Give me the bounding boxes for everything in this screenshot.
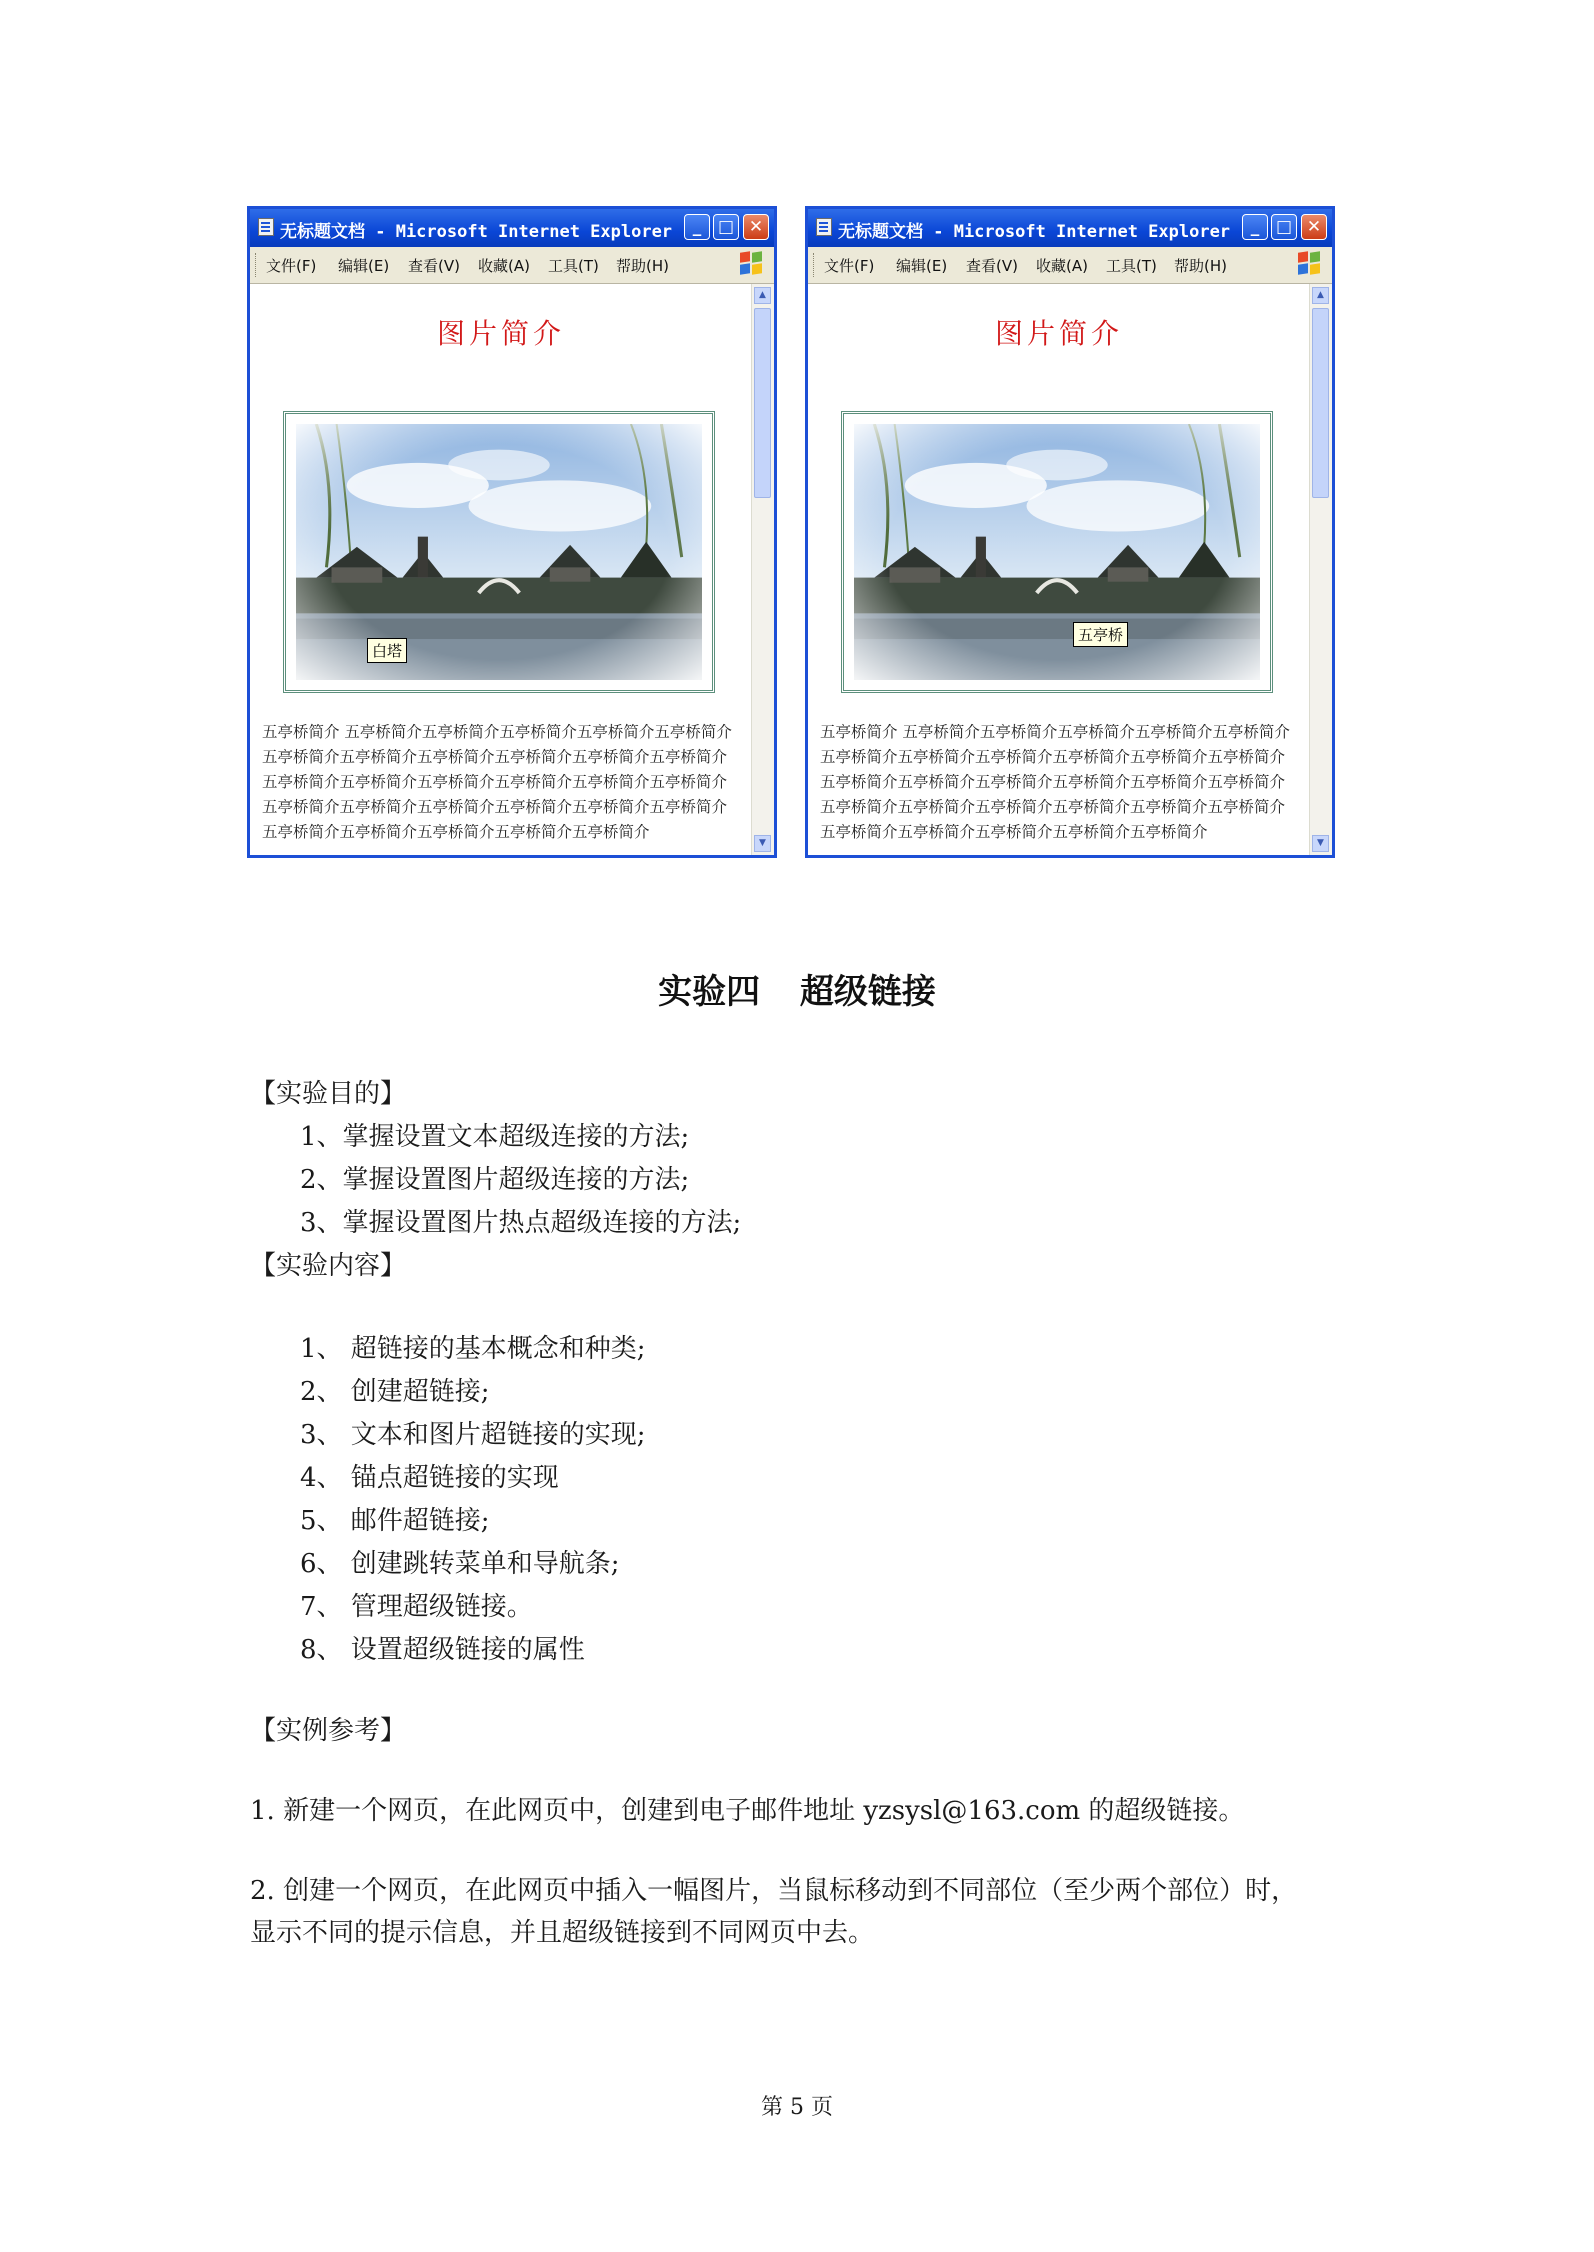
example-header: 【实例参考】	[250, 1716, 407, 1746]
purpose-header: 【实验目的】	[250, 1079, 407, 1109]
content-item: 2、 创建超链接;	[300, 1377, 490, 1407]
section-title	[0, 964, 1594, 1013]
menu-file[interactable]: 文件(F)	[824, 257, 875, 275]
scroll-up-icon[interactable]: ▲	[754, 287, 771, 304]
ie-window-2	[805, 206, 1335, 858]
scroll-thumb[interactable]	[1312, 308, 1329, 498]
page-number: 第 5 页	[761, 2095, 833, 2120]
purpose-item: 3、掌握设置图片热点超级连接的方法;	[300, 1208, 742, 1238]
content-item: 7、 管理超级链接。	[300, 1592, 533, 1622]
title-bar[interactable]	[808, 209, 1332, 247]
scroll-thumb[interactable]	[754, 308, 771, 498]
content-item: 5、 邮件超链接;	[300, 1506, 490, 1536]
menu-view[interactable]: 查看(V)	[966, 257, 1018, 275]
example-2-line-2: 显示不同的提示信息，并且超级链接到不同网页中去。	[250, 1918, 875, 1948]
content-item: 8、 设置超级链接的属性	[300, 1635, 585, 1665]
window-title: 无标题文档 - Microsoft Internet Explorer	[280, 222, 673, 242]
close-button[interactable]: ✕	[743, 214, 769, 240]
content-item: 6、 创建跳转菜单和导航条;	[300, 1549, 620, 1579]
section-title-number: 实验四	[658, 972, 761, 1012]
photo-frame	[841, 411, 1273, 693]
menu-tools[interactable]: 工具(T)	[548, 257, 599, 275]
menu-help[interactable]: 帮助(H)	[1174, 257, 1227, 275]
page-content	[808, 284, 1310, 855]
content-item: 1、 超链接的基本概念和种类;	[300, 1334, 646, 1364]
page-content	[250, 284, 752, 855]
example-1: 1. 新建一个网页，在此网页中，创建到电子邮件地址 yzsysl@163.com 的超级链接。	[250, 1796, 1245, 1826]
menu-bar	[250, 247, 774, 284]
content-item: 4、 锚点超链接的实现	[300, 1463, 559, 1493]
image-tooltip: 白塔	[367, 638, 407, 663]
example-2-line-1: 2. 创建一个网页，在此网页中插入一幅图片，当鼠标移动到不同部位（至少两个部位）时，	[250, 1876, 1298, 1906]
menu-tools[interactable]: 工具(T)	[1106, 257, 1157, 275]
document-icon	[258, 218, 274, 236]
document-icon	[816, 218, 832, 236]
windows-logo-icon	[1298, 252, 1322, 276]
windows-logo-icon	[740, 252, 764, 276]
menu-favorites[interactable]: 收藏(A)	[478, 257, 530, 275]
vertical-scrollbar[interactable]	[1309, 284, 1332, 855]
menu-file[interactable]: 文件(F)	[266, 257, 317, 275]
scroll-down-icon[interactable]: ▼	[1312, 835, 1329, 852]
scroll-up-icon[interactable]: ▲	[1312, 287, 1329, 304]
window-title: 无标题文档 - Microsoft Internet Explorer	[838, 222, 1231, 242]
content-header: 【实验内容】	[250, 1251, 407, 1281]
page-heading: 图片简介	[994, 317, 1123, 350]
menu-grip-icon	[813, 253, 817, 277]
landscape-image[interactable]	[854, 424, 1260, 680]
description-text: 五亭桥简介 五亭桥简介五亭桥简介五亭桥简介五亭桥简介五亭桥简介五亭桥简介五亭桥简介五亭桥简介五亭桥简介五亭桥简介五亭桥简介五亭桥简介五亭桥简介五亭桥简介五亭桥简介五亭桥简介五亭桥简介五亭桥简介五亭桥简介五亭桥简介五亭桥简介五亭桥简介五亭桥简介五亭桥简介五亭桥简介五亭桥简介五亭桥简介五亭桥简介	[820, 723, 1290, 841]
page-heading: 图片简介	[436, 317, 565, 350]
purpose-item: 1、掌握设置文本超级连接的方法;	[300, 1122, 690, 1152]
description-text: 五亭桥简介 五亭桥简介五亭桥简介五亭桥简介五亭桥简介五亭桥简介五亭桥简介五亭桥简介五亭桥简介五亭桥简介五亭桥简介五亭桥简介五亭桥简介五亭桥简介五亭桥简介五亭桥简介五亭桥简介五亭桥简介五亭桥简介五亭桥简介五亭桥简介五亭桥简介五亭桥简介五亭桥简介五亭桥简介五亭桥简介五亭桥简介五亭桥简介五亭桥简介	[262, 723, 732, 841]
maximize-button[interactable]: □	[713, 214, 739, 240]
menu-help[interactable]: 帮助(H)	[616, 257, 669, 275]
maximize-button[interactable]: □	[1271, 214, 1297, 240]
section-title-text: 超级链接	[799, 972, 936, 1012]
menu-view[interactable]: 查看(V)	[408, 257, 460, 275]
scroll-down-icon[interactable]: ▼	[754, 835, 771, 852]
landscape-image[interactable]	[296, 424, 702, 680]
title-bar[interactable]	[250, 209, 774, 247]
menu-edit[interactable]: 编辑(E)	[338, 257, 390, 275]
menu-grip-icon	[255, 253, 259, 277]
image-tooltip: 五亭桥	[1073, 622, 1128, 647]
vertical-scrollbar[interactable]	[751, 284, 774, 855]
menu-favorites[interactable]: 收藏(A)	[1036, 257, 1088, 275]
minimize-button[interactable]: _	[1242, 214, 1268, 240]
close-button[interactable]: ✕	[1301, 214, 1327, 240]
photo-frame	[283, 411, 715, 693]
menu-edit[interactable]: 编辑(E)	[896, 257, 948, 275]
ie-window-1	[247, 206, 777, 858]
minimize-button[interactable]: _	[684, 214, 710, 240]
purpose-item: 2、掌握设置图片超级连接的方法;	[300, 1165, 690, 1195]
content-item: 3、 文本和图片超链接的实现;	[300, 1420, 646, 1450]
menu-bar	[808, 247, 1332, 284]
